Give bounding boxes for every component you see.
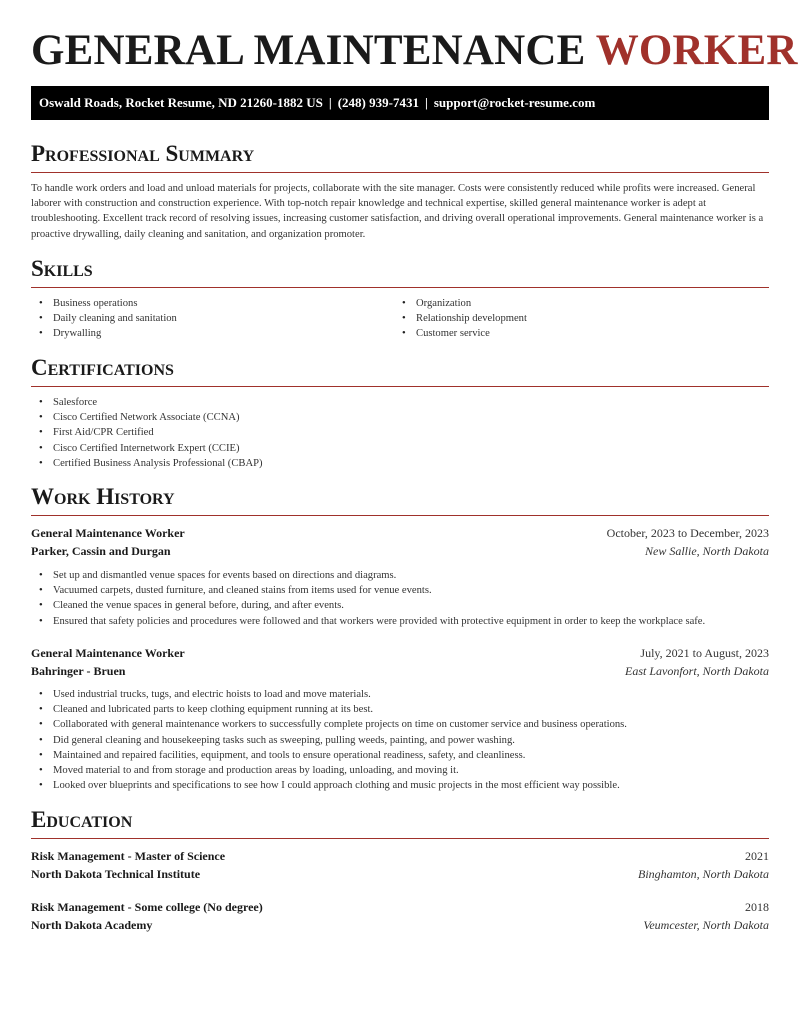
school-location: Binghamton, North Dakota xyxy=(638,867,769,881)
job-location: East Lavonfort, North Dakota xyxy=(624,664,769,678)
degree: Risk Management - Some college (No degree) xyxy=(31,900,263,914)
page-title xyxy=(31,28,798,74)
skill-item: • Organization xyxy=(394,296,527,311)
skills-list-right xyxy=(394,296,527,342)
duty-item: • Looked over blueprints and specifications to see how I could approach clothing and music projects in the most efficient way possible. xyxy=(31,778,627,793)
graduation-year: 2021 xyxy=(745,849,769,863)
contact-phone: (248) 939-7431 xyxy=(337,95,419,110)
duty-item: • Used industrial trucks, tugs, and electric hoists to load and move materials. xyxy=(31,687,627,702)
certification-item: • Cisco Certified Internetwork Expert (CCIE) xyxy=(31,441,263,456)
duty-item: • Moved material to and from storage and production areas by loading, unloading, and moving it. xyxy=(31,763,627,778)
duty-item: • Maintained and repaired facilities, equipment, and tools to ensure operational readiness, safety, and cleanliness. xyxy=(31,748,627,763)
education-header xyxy=(31,898,769,916)
contact-bar xyxy=(31,86,769,120)
job-title: General Maintenance Worker xyxy=(31,646,185,660)
contact-email[interactable]: support@rocket-resume.com xyxy=(433,95,596,110)
degree: Risk Management - Master of Science xyxy=(31,849,226,863)
job-header xyxy=(31,644,769,662)
certifications-list xyxy=(31,395,263,471)
skill-item: • Daily cleaning and sanitation xyxy=(31,311,177,326)
education-subheader xyxy=(31,865,769,883)
job-company: Bahringer - Bruen xyxy=(31,664,126,678)
job-dates: July, 2021 to August, 2023 xyxy=(640,646,769,660)
duty-item: • Cleaned the venue spaces in general before, during, and after events. xyxy=(31,598,705,613)
education-subheader xyxy=(31,916,769,934)
skill-item: • Relationship development xyxy=(394,311,527,326)
certification-item: • First Aid/CPR Certified xyxy=(31,425,263,440)
contact-address: Oswald Roads, Rocket Resume, ND 21260-1882 US xyxy=(39,95,323,110)
job-subheader xyxy=(31,542,769,560)
title-accent: WORKER xyxy=(595,27,798,74)
job-duties-list xyxy=(31,568,705,629)
graduation-year: 2018 xyxy=(745,900,769,914)
duty-item: • Collaborated with general maintenance workers to successfully complete projects on time on customer service and business operations. xyxy=(31,717,627,732)
certification-item: • Salesforce xyxy=(31,395,263,410)
school-name: North Dakota Technical Institute xyxy=(31,867,201,881)
education-heading: Education xyxy=(31,807,769,839)
job-title: General Maintenance Worker xyxy=(31,526,185,540)
job-header xyxy=(31,524,769,542)
skill-item: • Business operations xyxy=(31,296,177,311)
skill-item: • Customer service xyxy=(394,326,527,341)
job-duties-list xyxy=(31,687,627,793)
education-header xyxy=(31,847,769,865)
certifications-heading: Certifications xyxy=(31,355,769,387)
duty-item: • Vacuumed carpets, dusted furniture, and cleaned stains from items used for venue events. xyxy=(31,583,705,598)
summary-text: To handle work orders and load and unload materials for projects, collaborate with the site manager. Costs were consistently reduced while profits were increased. General laborer with construction and construction experience. With top-notch repair knowledge and technical expertise, skilled general maintenance worker is adept at troubleshooting. Excellent track record of resolving issues, increasing customer satisfaction, and driving overall operational improvements. General maintenance worker is a proactive drywalling, daily cleaning and sanitation, and organization promoter. xyxy=(31,183,764,240)
certification-item: • Cisco Certified Network Associate (CCNA) xyxy=(31,410,263,425)
duty-item: • Set up and dismantled venue spaces for events based on directions and diagrams. xyxy=(31,568,705,583)
job-company: Parker, Cassin and Durgan xyxy=(31,544,171,558)
contact-separator: | xyxy=(328,95,332,110)
duty-item: • Ensured that safety policies and procedures were followed and that workers were provided with protective equipment in order to keep the workplace safe. xyxy=(31,614,705,629)
school-location: Veumcester, North Dakota xyxy=(643,918,769,932)
skills-heading: Skills xyxy=(31,256,769,288)
summary-heading: Professional Summary xyxy=(31,141,769,173)
contact-separator: | xyxy=(424,95,428,110)
work-history-heading: Work History xyxy=(31,484,769,516)
skill-item: • Drywalling xyxy=(31,326,177,341)
skills-list-left xyxy=(31,296,177,342)
job-dates: October, 2023 to December, 2023 xyxy=(606,526,769,540)
job-subheader xyxy=(31,662,769,680)
duty-item: • Did general cleaning and housekeeping tasks such as sweeping, pulling weeds, painting, and power washing. xyxy=(31,733,627,748)
title-main: GENERAL MAINTENANCE xyxy=(31,27,586,74)
school-name: North Dakota Academy xyxy=(31,918,153,932)
certification-item: • Certified Business Analysis Professional (CBAP) xyxy=(31,456,263,471)
job-location: New Sallie, North Dakota xyxy=(645,544,769,558)
duty-item: • Cleaned and lubricated parts to keep clothing equipment running at its best. xyxy=(31,702,627,717)
